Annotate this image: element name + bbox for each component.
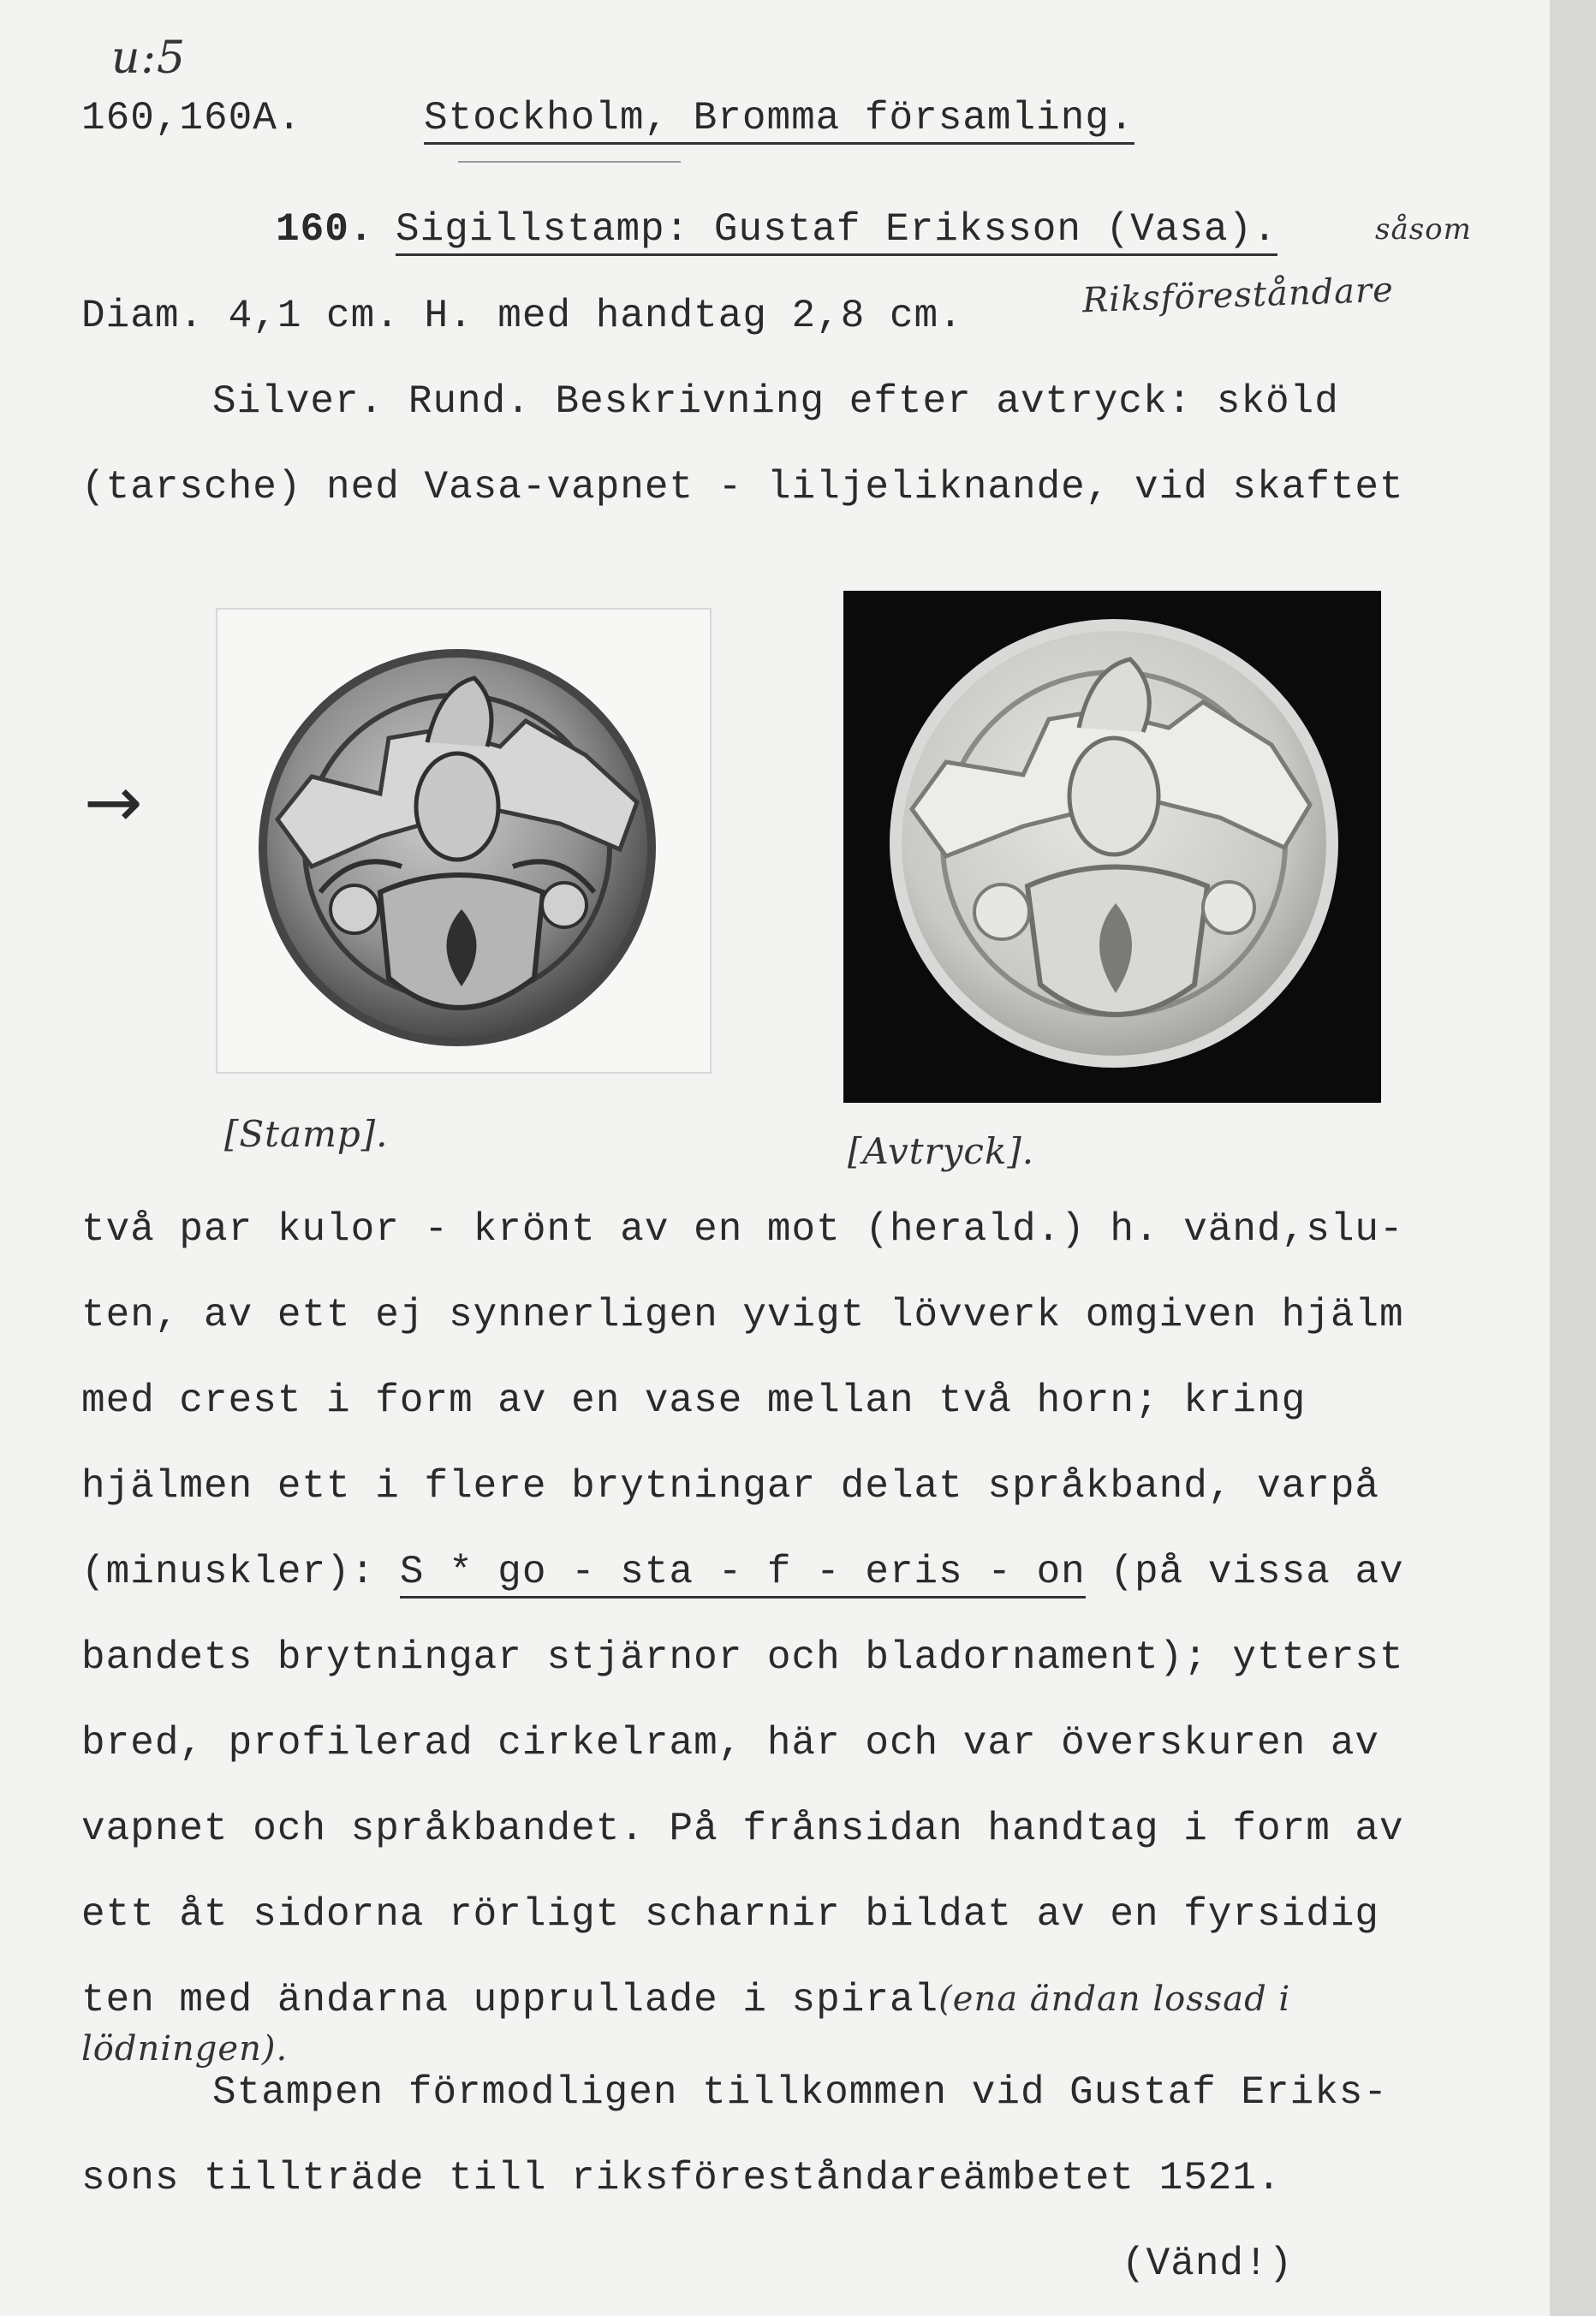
dimensions-line: Diam. 4,1 cm. H. med handtag 2,8 cm. (81, 294, 963, 338)
description-line-1: Silver. Rund. Beskrivning efter avtryck: sköld (212, 379, 1339, 424)
legend-continuation: (på vissa av (1085, 1550, 1404, 1594)
place-heading: Stockholm, Bromma församling. (424, 96, 1134, 145)
impression-photo (843, 591, 1381, 1103)
description-line-10: vapnet och språkbandet. På frånsidan handtag i form av (81, 1807, 1404, 1851)
card-edge (1550, 0, 1596, 2316)
minuscule-label: (minuskler): (81, 1550, 400, 1594)
description-line-2: (tarsche) ned Vasa-vapnet - liljeliknande, vid skaftet (81, 465, 1404, 509)
catalog-mark: u:5 (111, 33, 187, 84)
heading-rule (458, 161, 681, 163)
description-line-13: Stampen förmodligen tillkommen vid Gustaf Eriks- (212, 2070, 1389, 2115)
entry-title: Sigillstamp: Gustaf Eriksson (Vasa). (396, 207, 1277, 256)
stamp-caption: [Stamp]. (224, 1113, 389, 1155)
title-note-handwritten: såsom (1375, 212, 1472, 247)
description-line-11: ett åt sidorna rörligt scharnir bildat av en fyrsidig (81, 1892, 1380, 1937)
catalog-numbers: 160,160A. (81, 96, 302, 140)
arrow-icon: → (84, 762, 144, 843)
description-line-4: ten, av ett ej synnerligen yvigt lövverk omgiven hjälm (81, 1293, 1404, 1337)
description-line-9: bred, profilerad cirkelram, här och var överskuren av (81, 1721, 1380, 1765)
description-line-12 (81, 1978, 1290, 2022)
impression-caption: [Avtryck]. (848, 1130, 1035, 1172)
turn-over-note: (Vänd!) (1122, 2242, 1294, 2286)
dimensions-note-handwritten: Riksföreståndare (1081, 270, 1395, 321)
entry-number: 160. (276, 207, 374, 252)
spiral-text: ten med ändarna upprullade i spiral (81, 1978, 939, 2022)
stamp-photo (216, 608, 712, 1074)
seal-legend: S * go - sta - f - eris - on (400, 1550, 1086, 1599)
description-line-3: två par kulor - krönt av en mot (herald.) h. vänd,slu- (81, 1207, 1404, 1252)
handwritten-addition: (ena ändan lossad i (938, 1980, 1291, 2019)
stamp-seal-image (217, 610, 710, 1072)
description-line-8: bandets brytningar stjärnor och bladornament); ytterst (81, 1635, 1404, 1680)
description-line-6: hjälmen ett i flere brytningar delat språkband, varpå (81, 1464, 1380, 1509)
description-line-5: med crest i form av en vase mellan två horn; kring (81, 1378, 1307, 1423)
impression-seal-image (843, 591, 1381, 1103)
description-line-14: sons tillträde till riksföreståndareämbetet 1521. (81, 2156, 1282, 2200)
handwritten-addition-end: lödningen). (81, 2029, 289, 2069)
description-line-7 (81, 1550, 1404, 1594)
